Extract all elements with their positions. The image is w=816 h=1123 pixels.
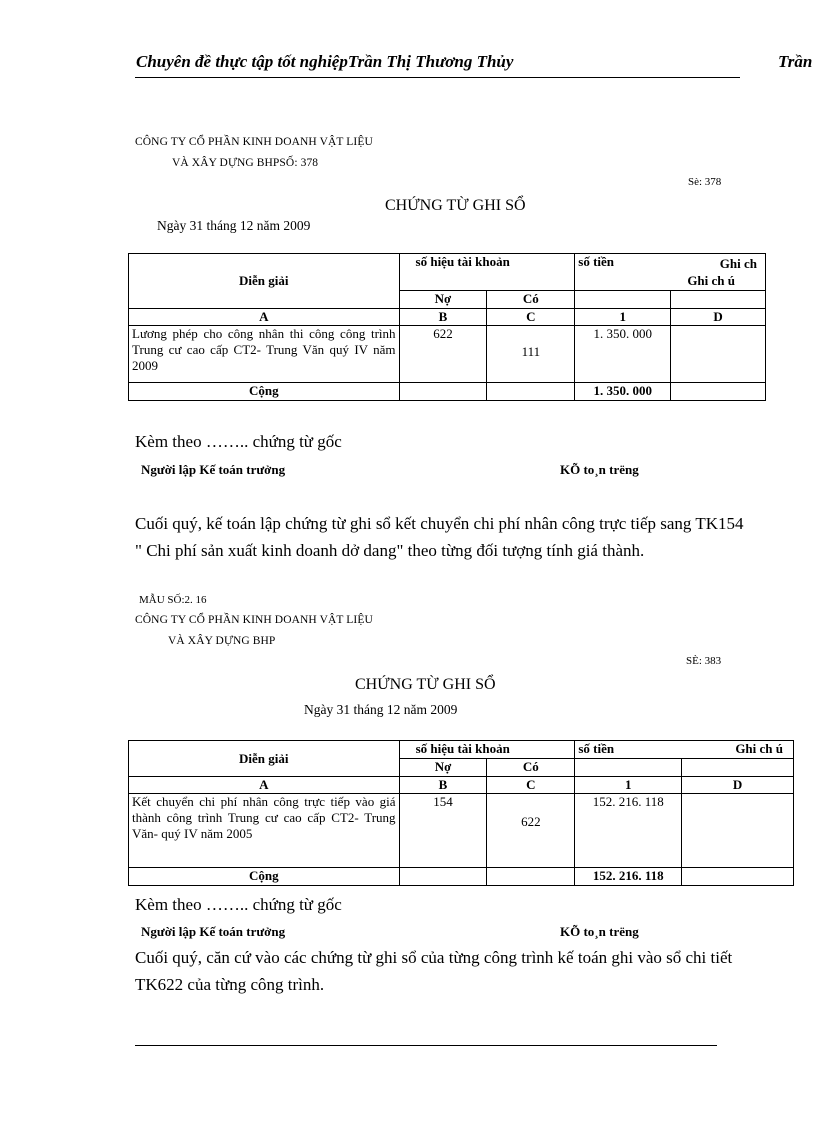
row-debit: 622 [399, 326, 487, 383]
company-name-line2: VÀ XÂY DỰNG BHP [168, 635, 276, 647]
empty-cell [671, 291, 766, 309]
voucher-date: Ngày 31 tháng 12 năm 2009 [304, 702, 458, 717]
col-header-debit: Nợ [399, 759, 487, 777]
col-header-description: Diễn giải [129, 254, 400, 309]
col-header-amount: số tiền [578, 741, 615, 756]
voucher-number: Sè: 378 [688, 176, 722, 188]
code-c: C [487, 309, 575, 326]
total-label: Cộng [129, 868, 400, 886]
voucher-title: CHỨNG TỪ GHI SỔ [385, 197, 526, 214]
empty-cell [682, 759, 794, 777]
col-header-amount-note [575, 254, 766, 291]
code-1: 1 [575, 309, 671, 326]
empty-cell [399, 383, 487, 401]
row-debit: 154 [399, 794, 487, 868]
col-header-description: Diễn giải [129, 741, 400, 777]
col-header-amount: số tiền [578, 254, 615, 269]
table-row [129, 794, 794, 868]
page-header-title: Chuyên đề thực tập tốt nghiệpTrần Thị Thương Thủy [136, 52, 514, 71]
code-d: D [682, 777, 794, 794]
col-header-note: Ghi ch ú [735, 741, 783, 756]
col-header-credit: Có [487, 291, 575, 309]
table-row [129, 326, 766, 383]
row-description: Kết chuyển chi phí nhân công trực tiếp vào giá thành công trình Trung cư cao cấp CT2- Trung Văn- quý IV năm 2005 [129, 794, 400, 868]
total-amount: 1. 350. 000 [575, 383, 671, 401]
col-header-account: số hiệu tài khoản [399, 741, 575, 759]
total-amount: 152. 216. 118 [575, 868, 682, 886]
voucher-title: CHỨNG TỪ GHI SỔ [355, 676, 496, 693]
code-1: 1 [575, 777, 682, 794]
form-code: MẪU SỐ:2. 16 [139, 594, 207, 606]
code-d: D [671, 309, 766, 326]
code-b: B [399, 309, 487, 326]
voucher-table [128, 253, 766, 401]
code-b: B [399, 777, 487, 794]
footer-rule [135, 1045, 717, 1046]
signature-preparer-chief: Người lập Kế toán trưởng [141, 462, 286, 477]
paragraph-summary: Cuối quý, căn cứ vào các chứng từ ghi sổ của từng công trình kế toán ghi vào sổ chi tiết TK622 của từng công trình. [135, 948, 733, 994]
voucher-date: Ngày 31 tháng 12 năm 2009 [157, 218, 311, 233]
header-rule [135, 77, 740, 78]
voucher-number: SÈ: 383 [686, 655, 722, 667]
col-header-credit: Có [487, 759, 575, 777]
code-c: C [487, 777, 575, 794]
company-name: CÔNG TY CỔ PHẦN KINH DOANH VẬT LIỆU [135, 614, 373, 626]
col-header-note: Ghi ch [719, 256, 757, 271]
code-a: A [129, 777, 400, 794]
voucher-table [128, 740, 794, 886]
signature-chief-accountant: KÕ to¸n trëng [560, 924, 639, 939]
empty-cell [487, 868, 575, 886]
empty-cell [671, 383, 766, 401]
signature-preparer-chief: Người lập Kế toán trưởng [141, 924, 286, 939]
row-note [671, 326, 766, 383]
code-a: A [129, 309, 400, 326]
empty-cell [399, 868, 487, 886]
row-credit: 622 [487, 794, 575, 868]
empty-cell [682, 868, 794, 886]
col-header-debit: Nợ [399, 291, 487, 309]
page-header-author: Trần [778, 52, 813, 71]
row-amount: 1. 350. 000 [575, 326, 671, 383]
total-label: Cộng [129, 383, 400, 401]
row-description: Lương phép cho công nhân thi công công trình Trung cư cao cấp CT2- Trung Văn quý IV năm 2009 [129, 326, 400, 383]
row-amount: 152. 216. 118 [575, 794, 682, 868]
signature-chief-accountant: KÕ to¸n trëng [560, 462, 639, 477]
total-row [129, 383, 766, 401]
paragraph-transfer: Cuối quý, kế toán lập chứng từ ghi sổ kết chuyển chi phí nhân công trực tiếp sang TK154 " Chi phí sản xuất kinh doanh dở dang" theo từng đối tượng tính giá thành. [135, 514, 744, 560]
total-row [129, 868, 794, 886]
row-note [682, 794, 794, 868]
empty-cell [575, 291, 671, 309]
company-name: CÔNG TY CỔ PHẦN KINH DOANH VẬT LIỆU [135, 136, 373, 148]
attachment-note: Kèm theo …….. chứng từ gốc [135, 432, 342, 451]
col-header-note-wrap: Ghi ch ú [687, 273, 735, 288]
col-header-account: số hiệu tài khoản [399, 254, 575, 291]
company-name-line2: VÀ XÂY DỰNG BHPSỐ: 378 [172, 157, 319, 169]
row-credit: 111 [487, 326, 575, 383]
attachment-note: Kèm theo …….. chứng từ gốc [135, 895, 342, 914]
empty-cell [487, 383, 575, 401]
empty-cell [575, 759, 682, 777]
col-header-amount-note [575, 741, 794, 759]
